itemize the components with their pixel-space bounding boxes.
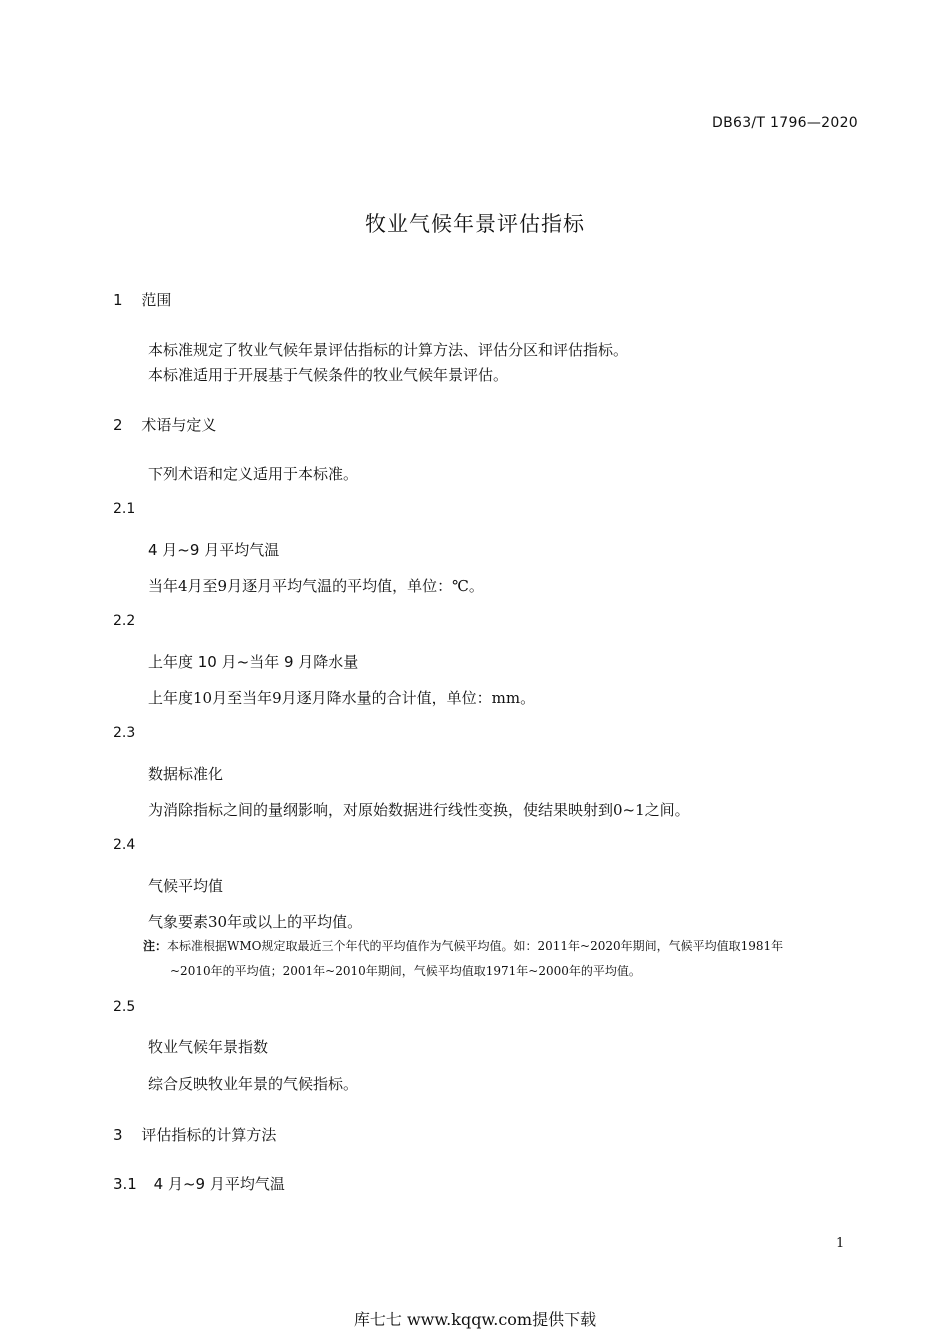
section-3-heading <box>113 1124 276 1145</box>
paragraph: 本标准规定了牧业气候年景评估指标的计算方法、评估分区和评估指标。 <box>148 341 629 359</box>
section-title: 范围 <box>141 291 172 309</box>
section-2-heading <box>113 414 216 435</box>
term: 上年度 10 月~当年 9 月降水量 <box>148 653 359 671</box>
page-number: 1 <box>836 1236 845 1251</box>
section-number: 2 <box>113 416 123 434</box>
section-1-heading <box>113 289 171 310</box>
definition: 综合反映牧业年景的气候指标。 <box>148 1075 359 1093</box>
subsection-title: 4 月~9 月平均气温 <box>153 1175 285 1193</box>
subsection-3-1-heading <box>113 1173 285 1194</box>
paragraph: 本标准适用于开展基于气候条件的牧业气候年景评估。 <box>148 366 509 384</box>
section-title: 术语与定义 <box>141 416 217 434</box>
section-title: 评估指标的计算方法 <box>141 1126 277 1144</box>
note-label: 注： <box>143 939 168 953</box>
term: 4 月~9 月平均气温 <box>148 541 280 559</box>
definition: 上年度10月至当年9月逐月降水量的合计值，单位：mm。 <box>148 689 536 707</box>
definition: 当年4月至9月逐月平均气温的平均值，单位：℃。 <box>148 577 484 595</box>
standard-code: DB63/T 1796—2020 <box>712 115 858 131</box>
document-title: 牧业气候年景评估指标 <box>365 212 585 236</box>
note <box>143 937 783 954</box>
definition: 气象要素30年或以上的平均值。 <box>148 913 363 931</box>
footer-watermark: 库七七 www.kqqw.com提供下载 <box>353 1310 597 1329</box>
term: 牧业气候年景指数 <box>148 1038 269 1056</box>
term: 数据标准化 <box>148 765 224 783</box>
clause-number: 2.2 <box>113 613 136 629</box>
definition: 为消除指标之间的量纲影响，对原始数据进行线性变换，使结果映射到0~1之间。 <box>148 801 690 819</box>
note-text: 本标准根据WMO规定取最近三个年代的平均值作为气候平均值。如：2011年~2020年期间，气候平均值取1981年 <box>167 939 784 953</box>
section-number: 1 <box>113 291 123 309</box>
subsection-number: 3.1 <box>113 1175 137 1193</box>
paragraph: 下列术语和定义适用于本标准。 <box>148 465 359 483</box>
note-continuation: ~2010年的平均值；2001年~2010年期间，气候平均值取1971年~2000年的平均值。 <box>170 964 641 978</box>
clause-number: 2.5 <box>113 999 136 1015</box>
term: 气候平均值 <box>148 877 224 895</box>
clause-number: 2.4 <box>113 837 136 853</box>
clause-number: 2.3 <box>113 725 136 741</box>
section-number: 3 <box>113 1126 123 1144</box>
clause-number: 2.1 <box>113 501 136 517</box>
